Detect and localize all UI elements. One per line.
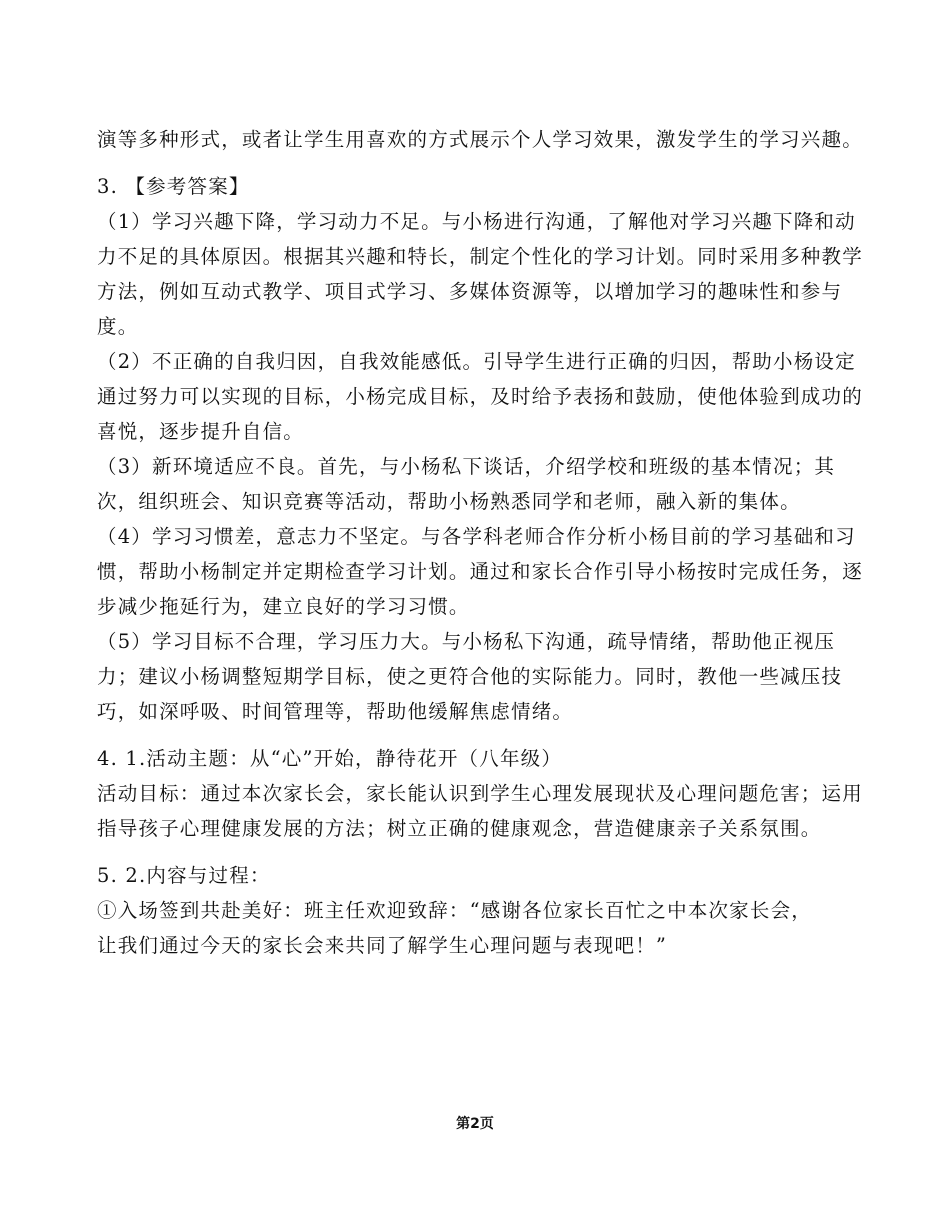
answer-item-1: （1）学习兴趣下降，学习动力不足。与小杨进行沟通，了解他对学习兴趣下降和动力不足的具体原因。根据其兴趣和特长，制定个性化的学习计划。同时采用多种教学方法，例如互动式教学、项目式学习、多媒体资源等，以增加学习的趣味性和参与度。	[97, 210, 863, 338]
process-step-1: ①入场签到共赴美好：班主任欢迎致辞：“感谢各位家长百忙之中本次家长会，让我们通过今天的家长会来共同了解学生心理问题与表现吧！”	[97, 899, 812, 957]
activity-goal: 活动目标：通过本次家长会，家长能认识到学生心理发展现状及心理问题危害；运用指导孩子心理健康发展的方法；树立正确的健康观念，营造健康亲子关系氛围。	[97, 782, 863, 840]
content-process-heading: 5. 2.内容与过程：	[97, 864, 271, 887]
answer-item-4: （4）学习习惯差，意志力不坚定。与各学科老师合作分析小杨目前的学习基础和习惯，帮助小杨制定并定期检查学习计划。通过和家长合作引导小杨按时完成任务，逐步减少拖延行为，建立良好的学习习惯。	[97, 525, 863, 618]
page-number: 第2页	[456, 1116, 494, 1132]
answer-item-2: （2）不正确的自我归因，自我效能感低。引导学生进行正确的归因，帮助小杨设定通过努力可以实现的目标，小杨完成目标，及时给予表扬和鼓励，使他体验到成功的喜悦，逐步提升自信。	[97, 350, 863, 443]
answer-item-5: （5）学习目标不合理，学习压力大。与小杨私下沟通，疏导情绪，帮助他正视压力；建议小杨调整短期学目标，使之更符合他的实际能力。同时，教他一些减压技巧，如深呼吸、时间管理等，帮助他缓解焦虑情绪。	[97, 630, 843, 723]
paragraph-intro-continuation: 演等多种形式，或者让学生用喜欢的方式展示个人学习效果，激发学生的学习兴趣。	[97, 128, 863, 151]
question-3-heading: 3. 【参考答案】	[97, 175, 250, 198]
document-body	[97, 122, 872, 963]
answer-item-3: （3）新环境适应不良。首先，与小杨私下谈话，介绍学校和班级的基本情况；其次，组织班会、知识竞赛等活动，帮助小杨熟悉同学和老师，融入新的集体。	[97, 455, 836, 513]
activity-theme: 4. 1.活动主题：从“心”开始，静待花开（八年级）	[97, 747, 563, 770]
